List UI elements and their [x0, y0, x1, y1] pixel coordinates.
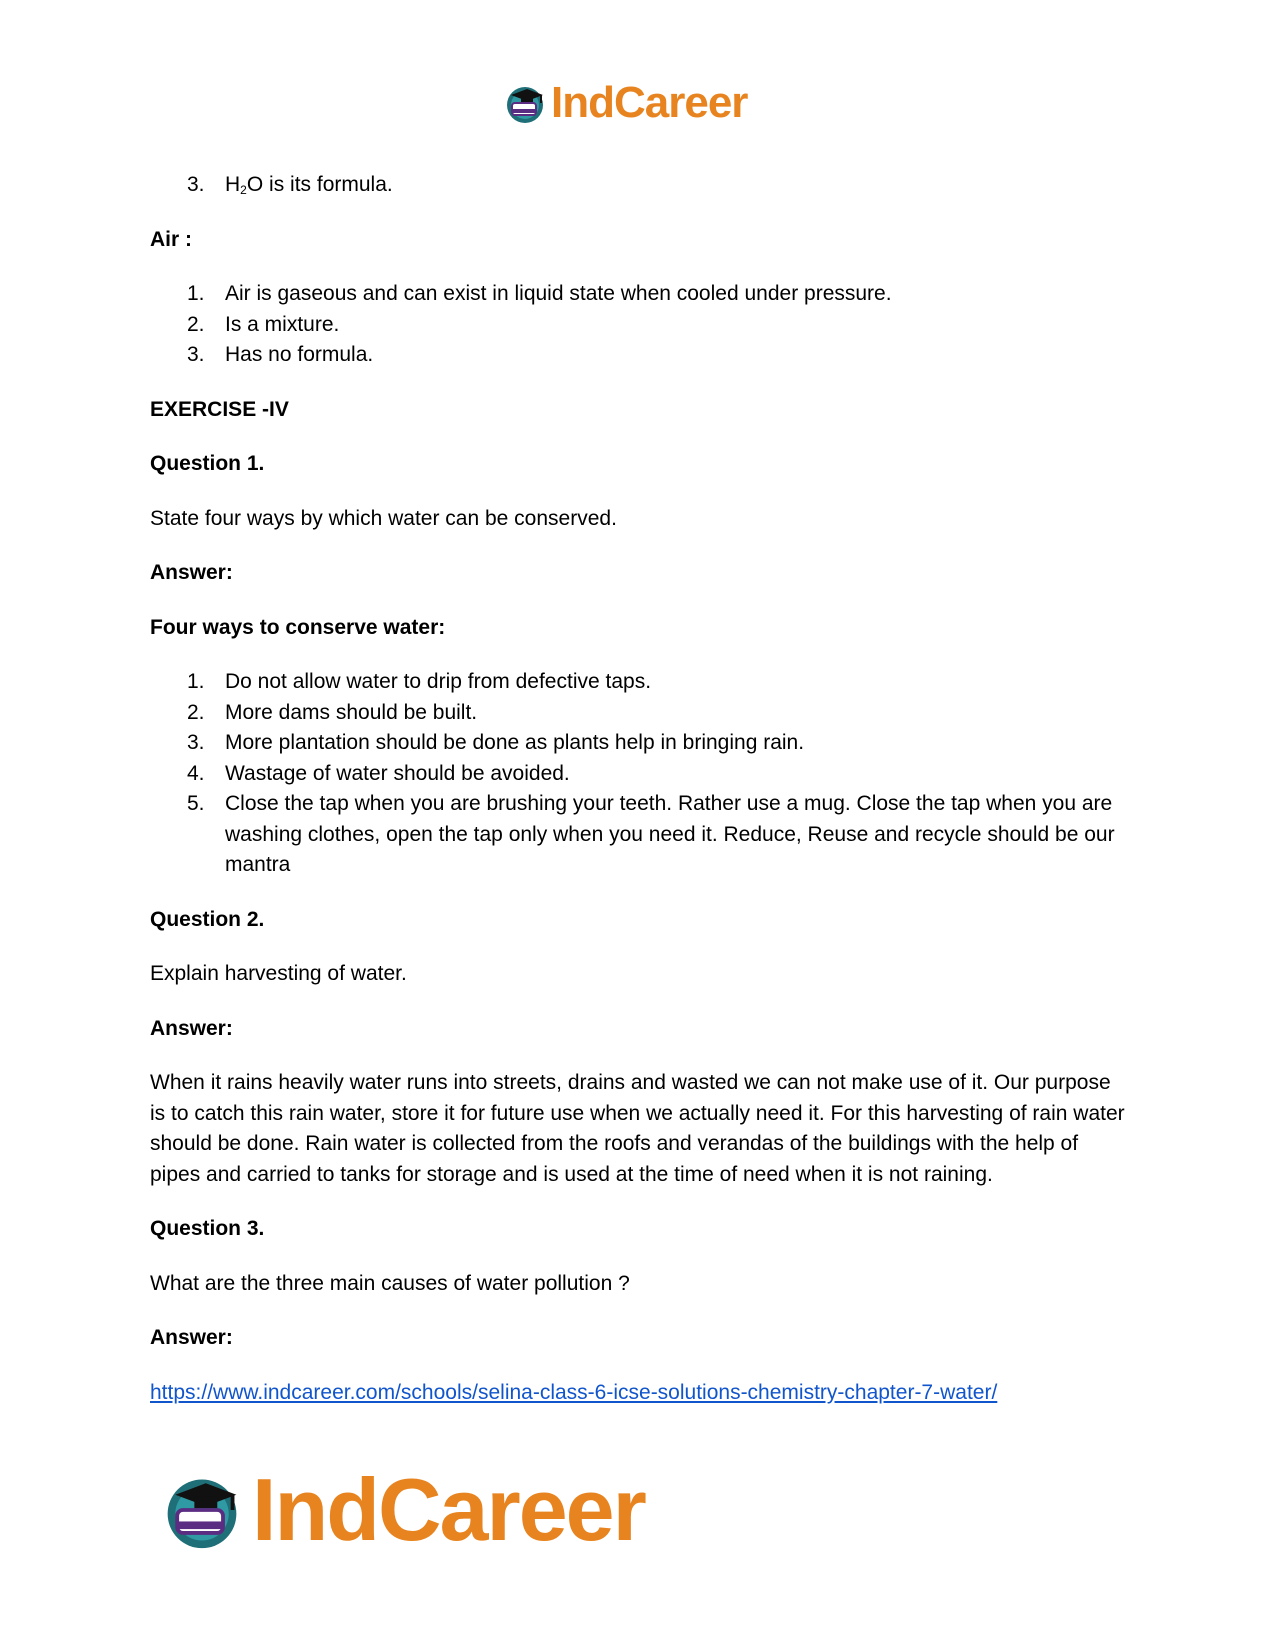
- answer-1-subheading: Four ways to conserve water:: [150, 615, 446, 639]
- list-item: [150, 698, 1130, 729]
- graduation-book-icon: [503, 81, 547, 125]
- list-item: [150, 279, 1130, 310]
- header-logo-text: IndCareer: [551, 78, 748, 127]
- list-text: More plantation should be done as plants help in bringing rain.: [225, 731, 805, 754]
- formula-h: H: [225, 173, 241, 196]
- footer-logo: [160, 1460, 645, 1559]
- formula-subscript: 2: [240, 183, 247, 197]
- question-1-label: Question 1.: [150, 452, 265, 475]
- list-number: 5.: [187, 792, 205, 815]
- question-2-text: Explain harvesting of water.: [150, 962, 407, 985]
- list-text: Has no formula.: [225, 343, 374, 366]
- formula-rest: O is its formula.: [246, 173, 393, 196]
- air-properties-list: [150, 279, 1130, 371]
- list-number: 3.: [187, 173, 205, 196]
- answer-2-text: When it rains heavily water runs into streets, drains and wasted we can not make use of it. Our purpose is to catch this rain water, store it for future use when we actually need it. For this harvesting of rain water should be done. Rain water is collected from the roofs and verandas of the buildings with the help of pipes and carried to tanks for storage and is used at the time of need when it is not raining.: [150, 1071, 1125, 1186]
- header-logo: [503, 78, 747, 128]
- answer-3-label: Answer:: [150, 1326, 233, 1349]
- list-item: [150, 728, 1130, 759]
- conserve-water-list: [150, 667, 1130, 881]
- source-link[interactable]: https://www.indcareer.com/schools/selina-class-6-icse-solutions-chemistry-chapter-7-water/: [150, 1380, 998, 1404]
- list-number: 4.: [187, 761, 205, 785]
- list-text: More dams should be built.: [225, 700, 478, 724]
- list-number: 1.: [187, 670, 205, 693]
- list-item: [150, 340, 1130, 371]
- answer-2-label: Answer:: [150, 1016, 233, 1040]
- list-number: 1.: [187, 282, 205, 305]
- list-number: 2.: [187, 700, 205, 724]
- list-text: Air is gaseous and can exist in liquid state when cooled under pressure.: [225, 282, 892, 305]
- list-number: 2.: [187, 312, 205, 336]
- list-item: [150, 310, 1130, 341]
- list-item: [150, 667, 1130, 698]
- question-3-label: Question 3.: [150, 1217, 265, 1240]
- question-2-label: Question 2.: [150, 907, 265, 931]
- graduation-book-icon: [160, 1468, 244, 1552]
- question-3-text: What are the three main causes of water pollution ?: [150, 1271, 630, 1295]
- list-text: Is a mixture.: [225, 312, 340, 336]
- question-1-text: State four ways by which water can be conserved.: [150, 506, 617, 530]
- source-link-wrapper: [150, 1378, 1130, 1409]
- footer-logo-text: IndCareer: [252, 1460, 645, 1559]
- answer-1-label: Answer:: [150, 561, 233, 584]
- list-number: 3.: [187, 731, 205, 754]
- list-number: 3.: [187, 343, 205, 366]
- list-item: [150, 170, 1130, 201]
- list-text: Close the tap when you are brushing your teeth. Rather use a mug. Close the tap when you are washing clothes, open the tap only when you need it. Reduce, Reuse and recycle should be our mantra: [225, 792, 1115, 876]
- air-heading: Air :: [150, 227, 192, 251]
- water-properties-list: [150, 170, 1130, 201]
- exercise-heading: EXERCISE -IV: [150, 397, 289, 421]
- list-text: Wastage of water should be avoided.: [225, 761, 570, 785]
- list-text: Do not allow water to drip from defective taps.: [225, 670, 652, 693]
- document-content: [150, 170, 1130, 1408]
- list-item: [150, 759, 1130, 790]
- list-item: [150, 789, 1130, 881]
